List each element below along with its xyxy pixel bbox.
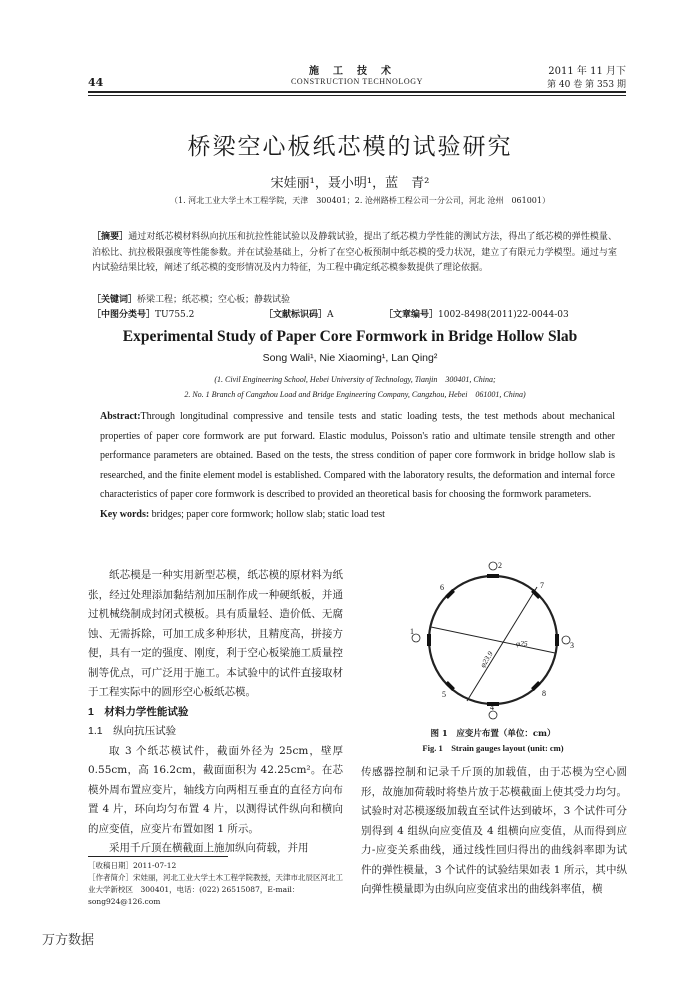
gauge-2-marker [489,562,497,570]
gauge-2 [487,574,499,578]
gauge-1 [427,634,431,646]
gauge-3-marker [562,636,570,644]
classification-line [92,308,617,324]
affiliation-en-line-1: (1. Civil Engineering School, Hebei University of Technology, Tianjin 300401, China; [214,375,496,384]
clc-label: ［中图分类号］ [92,310,156,320]
figure-caption-en: Fig. 1 Strain gauges layout (unit: cm) [422,743,564,753]
abstract-en-label: Abstract: [100,411,141,422]
abstract-cn-text: 通过对纸芯模材料纵向抗压和抗拉性能试验以及静载试验，提出了纸芯模力学性能的测试方法，得出了纸芯模的弹性模量、泊松比、抗拉极限强度等性能参数。并在试验基础上，分析了在空心板预制中纸芯模的受力状况，建立了有限元力学模型。通过与室内试验结果比较，阐述了纸芯模的变形情况及内力特征，为工程中确定纸芯模参数提供了理论依据。 [92,232,617,273]
gauge-label-7: 7 [540,581,544,590]
gauge-3 [555,634,559,646]
issue-date: 2011 年 11 月下 [548,66,626,77]
authors-cn: 宋娃丽¹，聂小明¹，蓝 青² [270,176,430,191]
page-title-en: Experimental Study of Paper Core Formwork in Bridge Hollow Slab [122,328,578,345]
watermark: 万方数据 [42,933,95,948]
gauge-label-5: 5 [442,690,446,699]
journal-name-cn: 施工技术 [309,66,405,77]
gauge-label-8: 8 [542,689,546,698]
section-heading-1: 1 材料力学性能试验 [88,705,189,718]
page-number: 44 [88,76,104,89]
gauge-label-4: 4 [490,703,494,712]
page-header [88,62,626,92]
keywords-cn [92,293,617,309]
gauge-label-1: 1 [410,627,414,636]
gauge-label-2: 2 [498,561,502,570]
article-no-label: ［文章编号］ [384,310,439,320]
header-rule-thick [88,91,626,93]
diameter-line-horizontal [431,627,555,653]
body-right-column [361,763,627,900]
gauge-label-3: 3 [570,641,574,650]
keywords-en-text: bridges; paper core formwork; hollow slab; static load test [151,508,385,520]
keywords-cn-label: ［关键词］ [92,295,138,305]
page-title-cn: 桥梁空心板纸芯模的试验研究 [187,134,513,160]
keywords-cn-text: 桥梁工程；纸芯模；空心板；静载试验 [137,295,291,305]
body-left-column [88,566,343,859]
clc-value: TU755.2 [155,310,195,320]
gauge-label-6: 6 [440,583,444,592]
doc-code-label: ［文献标识码］ [264,310,328,320]
body-paragraph-right: 传感器控制和记录千斤顶的加载值，由于芯模为空心圆形，故施加荷载时将垫片放于芯模截面上使其受力均匀。试验时对芯模逐级加载直至试件达到破坏，3 个试件可分别得到 4 组纵向应变值及 4 组横向应变值，从而得到应力-应变关系曲线，通过线性回归得出的曲线斜率即为试件的弹性模量，3 个试件的试验结果如表 1 所示，其中纵向弹性模量即为由纵向应变值求出的曲线斜率值，横 [361,766,627,895]
gauge-4-marker [489,711,497,719]
gauge-8 [531,681,541,691]
abstract-cn [92,230,617,277]
strain-gauge-figure [408,560,584,720]
issue-volume: 第 40 卷 第 353 期 [547,80,626,90]
gauge-5 [445,681,455,691]
section-heading-1-1: 1.1 纵向抗压试验 [88,725,177,737]
dimension-horizontal: φ25 [516,639,528,648]
header-rule-thin [88,95,626,96]
author-intro: ［作者简介］宋娃丽，河北工业大学土木工程学院教授，天津市北辰区河北工业大学新校区 300401，电话：(022) 26515087，E-mail：song924@126.com [88,873,343,906]
footnote-rule [88,856,228,857]
body-paragraph-1: 取 3 个纸芯模试件，截面外径为 25cm，壁厚 0.55cm，高 16.2cm，截面面积为 42.25cm²。在芯模外周布置应变片，轴线方向两相互垂直的直径方向布置 4 片，环向均匀布置 4 片，以测得试件纵向和横向的应变值，应变片布置如图 1 所示。 [88,744,343,835]
authors-en: Song Wali¹, Nie Xiaoming¹, Lan Qing² [262,352,438,364]
abstract-en [100,407,615,524]
abstract-cn-label: ［摘要］ [92,232,129,242]
figure-caption-cn: 图 1 应变片布置（单位：cm） [430,729,556,739]
affiliation-cn: （1. 河北工业大学土木工程学院，天津 300401；2. 沧州路桥工程公司一分公司，河北 沧州 061001） [170,196,550,205]
article-no-value: 1002-8498(2011)22-0044-03 [438,310,569,320]
footnote [88,860,343,908]
received-date: ［收稿日期］2011-07-12 [88,861,177,870]
dimension-diagonal: φ23.9 [478,649,495,670]
doc-code-value: A [327,310,334,320]
keywords-en-label: Key words: [100,508,150,520]
affiliation-en [70,372,640,402]
abstract-en-text: Through longitudinal compressive and tensile tests and static loading tests, the test methods about mechanical properties of paper core formwork are put forward. Elastic modulus, Poisson's ratio and ultimate tensile strength and other performance parameters are obtained. Based on the tests, the stress condition of paper core formwork in bridge hollow slab is researched, and the finite element model is established. Compared with the laboratory results, the deformation and internal force characteristics of paper core formwork is described to provided an theoretical basis for choosing the formwork parameters. [100,411,615,500]
journal-name-en: CONSTRUCTION TECHNOLOGY [290,77,424,86]
intro-paragraph: 纸芯模是一种实用新型芯模，纸芯模的原材料为纸张，经过处理添加黏结剂加压制作成一种硬纸板，并通过机械绕制成封闭式模板。具有质量轻、造价低、无腐蚀、无需拆除，可加工成多种形状，且精度高，拼接方便，具有一定的强度、刚度，利于空心板梁施工质量控制等优点，可广泛用于施工。本试验中的试件直接取材于工程实际中的圆形空心板纸芯模。 [88,569,343,698]
gauge-6 [445,589,455,599]
body-paragraph-2: 采用千斤顶在横截面上施加纵向荷载，并用 [109,842,309,854]
affiliation-en-line-2: 2. No. 1 Branch of Cangzhou Load and Bridge Engineering Company, Cangzhou, Hebei 061001, China) [184,390,526,399]
